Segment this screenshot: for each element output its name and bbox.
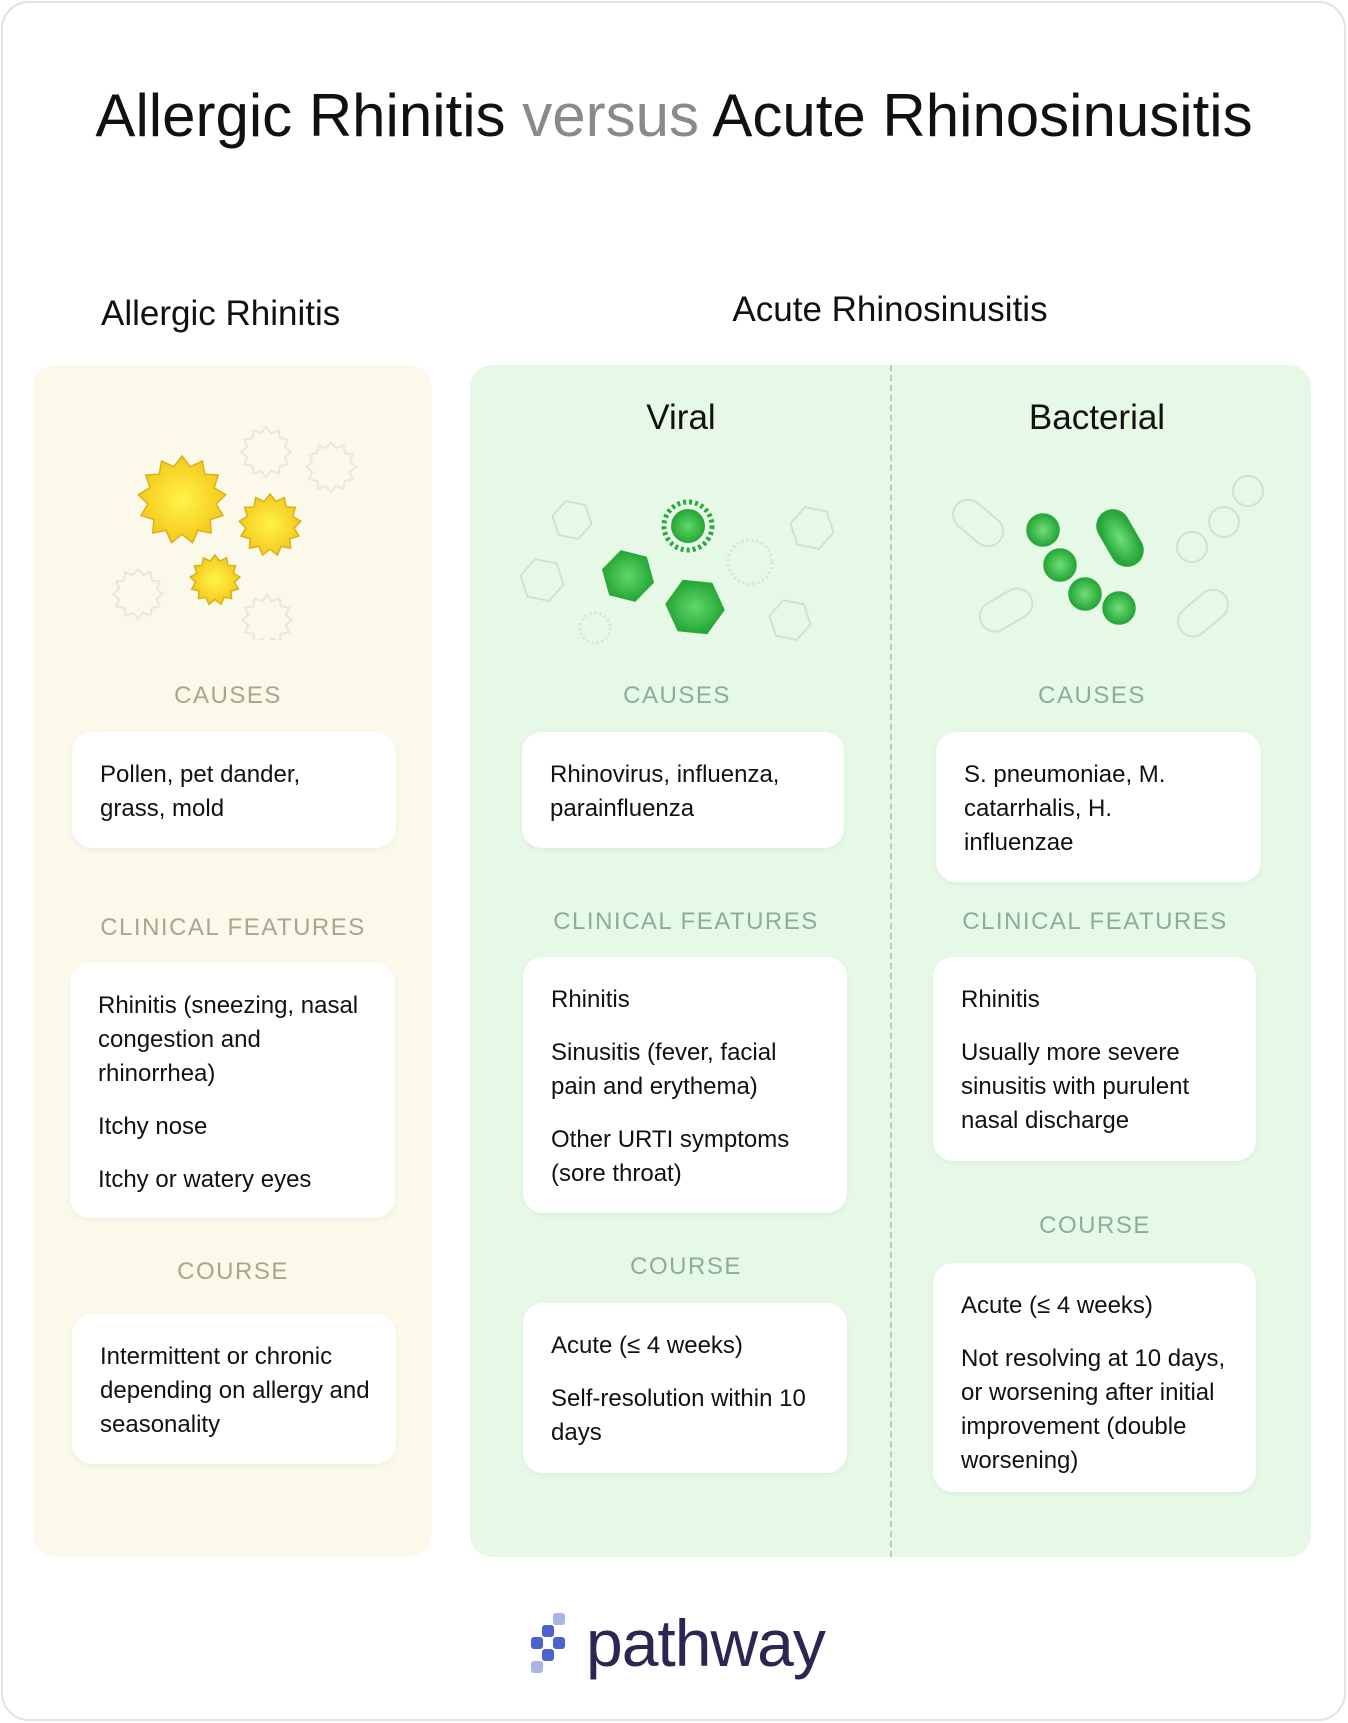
viral-clinical-card — [523, 957, 847, 1213]
allergic-clinical-card — [70, 963, 395, 1218]
virus-capsid-icon — [666, 581, 724, 634]
viral-clinical-label: CLINICAL FEATURES — [553, 908, 819, 935]
page-title — [0, 72, 1348, 160]
acute-heading: Acute Rhinosinusitis — [732, 290, 1048, 329]
card-text: Usually more severe sinusitis with purulent nasal discharge — [961, 1039, 1190, 1134]
card-text: Acute (≤ 4 weeks) — [961, 1292, 1153, 1319]
card-text: Acute (≤ 4 weeks) — [551, 1332, 743, 1359]
allergic-course-label: COURSE — [177, 1258, 289, 1285]
pollen-faint-icon — [241, 427, 291, 477]
bacterial-causes-label: CAUSES — [1038, 682, 1146, 709]
pollen-faint-icon — [306, 442, 356, 492]
virus-capsid-icon — [603, 551, 653, 601]
allergic-clinical-label: CLINICAL FEATURES — [100, 914, 366, 941]
bacterial-course-label: COURSE — [1039, 1212, 1151, 1239]
viral-causes-card — [522, 732, 844, 848]
card-text: Rhinitis — [551, 986, 630, 1013]
pathway-logo — [530, 1605, 825, 1681]
card-text: Itchy nose — [98, 1113, 208, 1140]
pollen-faint-icon — [113, 569, 163, 619]
pathway-logo-mark-icon — [530, 1611, 570, 1675]
viral-course-label: COURSE — [630, 1253, 742, 1280]
card-text: Self-resolution within 10 days — [551, 1385, 806, 1446]
pollen-illustration — [110, 420, 360, 640]
bacteria-illustration — [940, 470, 1280, 650]
virus-faint-icon — [580, 613, 610, 643]
bacterial-causes-card — [936, 732, 1261, 882]
title-part-3: Acute Rhinosinusitis — [712, 82, 1253, 149]
allergic-causes-card — [72, 732, 396, 848]
virus-faint-icon — [790, 507, 833, 549]
card-text: Sinusitis (fever, facial pain and erythema) — [551, 1039, 777, 1100]
bacterial-heading: Bacterial — [1028, 398, 1166, 437]
pollen-faint-icon — [242, 595, 292, 640]
bacterial-course-card — [933, 1263, 1256, 1492]
card-text: Rhinitis — [961, 986, 1040, 1013]
pathway-logo-text: pathway — [586, 1606, 825, 1680]
card-text: S. pneumoniae, M. catarrhalis, H. influenzae — [964, 761, 1166, 856]
bacteria-shapes — [1027, 504, 1149, 624]
virus-faint-icon — [552, 501, 591, 539]
bacterial-clinical-label: CLINICAL FEATURES — [962, 908, 1228, 935]
pollen-grain-icon — [239, 494, 301, 555]
viral-causes-label: CAUSES — [623, 682, 731, 709]
virus-faint-icon — [520, 559, 563, 601]
viral-course-card — [523, 1303, 847, 1473]
allergic-causes-label: CAUSES — [174, 682, 282, 709]
title-versus: versus — [522, 82, 699, 149]
pollen-grain-icon — [190, 555, 240, 604]
bacteria-faint-shapes — [947, 476, 1263, 642]
card-text: Rhinitis (sneezing, nasal congestion and rhinorrhea) — [98, 992, 359, 1087]
title-part-1: Allergic Rhinitis — [95, 82, 506, 149]
allergic-heading: Allergic Rhinitis — [101, 294, 341, 333]
allergic-course-card — [72, 1314, 396, 1464]
viral-heading: Viral — [646, 398, 716, 437]
virus-faint-icon — [728, 540, 772, 584]
pollen-grain-icon — [138, 456, 225, 543]
viral-bacterial-divider — [890, 365, 892, 1557]
virus-faint-icon — [769, 600, 810, 640]
virus-illustration — [520, 490, 850, 650]
card-text: Intermittent or chronic depending on allergy and seasonality — [100, 1343, 370, 1438]
card-text: Not resolving at 10 days, or worsening after initial improvement (double worsening) — [961, 1345, 1226, 1474]
card-text: Other URTI symptoms (sore throat) — [551, 1126, 790, 1187]
card-text: Rhinovirus, influenza, parainfluenza — [550, 761, 780, 822]
bacterial-clinical-card — [933, 957, 1256, 1161]
card-text: Itchy or watery eyes — [98, 1166, 312, 1193]
virus-icon — [671, 509, 705, 543]
card-text: Pollen, pet dander, grass, mold — [100, 761, 301, 822]
